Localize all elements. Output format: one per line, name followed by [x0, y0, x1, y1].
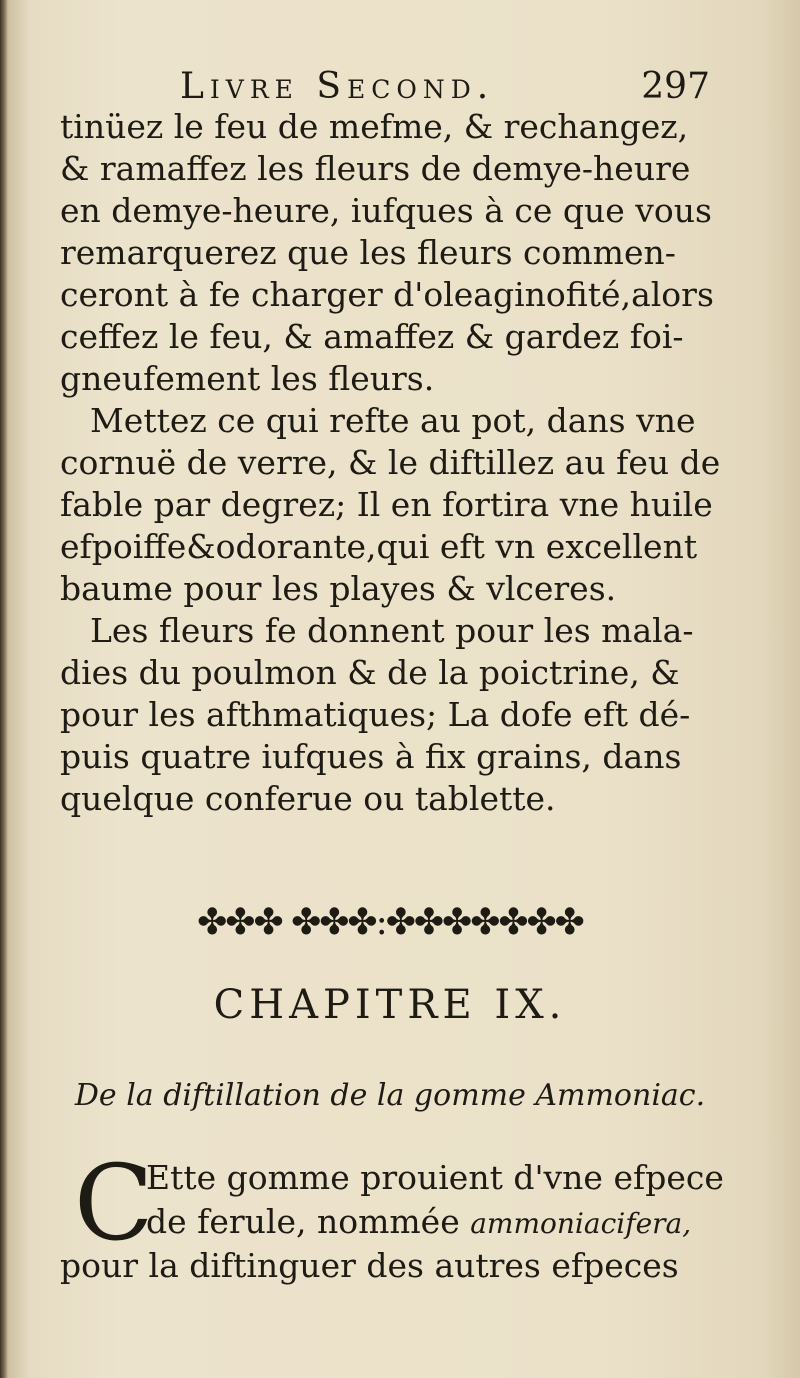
text-line — [60, 1200, 720, 1244]
text-line: en demye-heure, iufques à ce que vous — [60, 191, 712, 230]
fleuron-ornament: ✤✤✤ ✤✤✤:✤✤✤✤✤✤✤ — [197, 902, 583, 943]
text-line: remarquerez que les fleurs commen- — [60, 233, 676, 272]
text-line: ceront à fe charger d'oleaginofité,alors — [60, 275, 714, 314]
running-title: Livre Second. — [180, 66, 495, 107]
chapter-title: CHAPITRE IX. — [213, 982, 567, 1028]
text-line: & ramaffez les fleurs de demye-heure — [60, 149, 691, 188]
text-line: puis quatre iufques à fix grains, dans — [60, 737, 682, 776]
page-number: 297 — [641, 66, 710, 107]
text-line: ceffez le feu, & amaffez & gardez foi- — [60, 317, 684, 356]
text-line: tinüez le feu de mefme, & rechangez, — [60, 107, 689, 146]
chapter-paragraph — [60, 1142, 724, 1288]
text-line: pour la diftinguer des autres efpeces — [60, 1246, 679, 1285]
binding-gutter — [0, 0, 8, 1378]
text-fragment: de ferule, nommée — [146, 1202, 471, 1241]
chapter-subtitle: De la diftillation de la gomme Ammoniac. — [74, 1078, 706, 1113]
drop-cap: C — [74, 1142, 154, 1264]
text-line: Les fleurs fe donnent pour les mala- — [90, 611, 694, 650]
body-text — [60, 106, 720, 820]
text-line: cornuë de verre, & le diftillez au feu de — [60, 443, 721, 482]
text-line: baume pour les playes & vlceres. — [60, 569, 617, 608]
text-line: quelque conferue ou tablette. — [60, 779, 556, 818]
text-line: Ette gomme prouient d'vne efpece — [146, 1158, 724, 1197]
text-line: dies du poulmon & de la poictrine, & — [60, 653, 680, 692]
italic-term: ammoniacifera, — [470, 1207, 692, 1240]
text-line: Mettez ce qui refte au pot, dans vne — [90, 401, 696, 440]
text-line: fable par degrez; Il en fortira vne huile — [60, 485, 713, 524]
text-line: efpoiffe&odorante,qui eft vn excellent — [60, 527, 698, 566]
text-line: gneufement les fleurs. — [60, 359, 435, 398]
text-line: pour les afthmatiques; La dofe eft dé- — [60, 695, 691, 734]
